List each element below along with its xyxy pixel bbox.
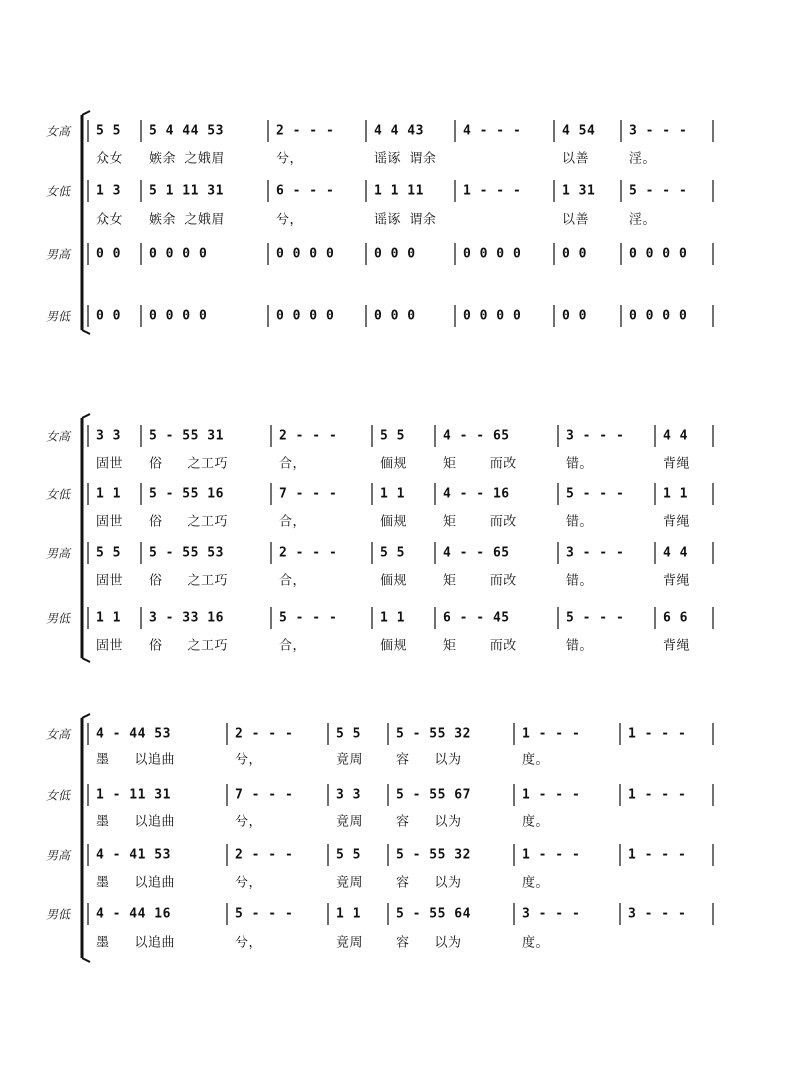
lyric-text: 俗 之工巧 [149, 573, 228, 589]
measure-notes: 0 0 0 0 [149, 308, 208, 324]
measure-notes: 4 - 44 16 [96, 906, 171, 922]
lyric-text: 偭规 [380, 573, 408, 589]
measure-notes: 5 5 [96, 123, 121, 139]
measure-notes: 3 - - - [566, 428, 625, 444]
lyric-text: 谣诼 谓余 [374, 212, 437, 228]
voice-part-label: 男低 [45, 907, 70, 922]
measure-notes: 4 - 44 53 [96, 726, 171, 742]
lyric-text: 错。 [566, 456, 594, 472]
measure-notes: 5 - - - [566, 610, 625, 626]
measure-notes: 5 - 55 67 [396, 787, 471, 803]
lyric-text: 俗 之工巧 [149, 638, 228, 654]
lyric-text: 合， [279, 638, 307, 654]
lyric-text: 兮， [235, 875, 263, 891]
voice-part-label: 女高 [45, 429, 70, 444]
lyric-text: 俗 之工巧 [149, 456, 228, 472]
measure-notes: 1 3 [96, 183, 121, 199]
measure-notes: 5 - - - [279, 610, 338, 626]
measure-notes: 2 - - - [279, 545, 338, 561]
lyric-text: 墨 以追曲 [96, 875, 175, 891]
lyric-text: 偭规 [380, 456, 408, 472]
lyric-text: 以善 [562, 212, 590, 228]
measure-notes: 5 - - - [629, 183, 688, 199]
measure-notes: 1 1 11 [374, 183, 424, 199]
lyric-text: 合， [279, 456, 307, 472]
lyric-text: 俗 之工巧 [149, 514, 228, 530]
measure-notes: 6 6 [663, 610, 688, 626]
voice-part-label: 男低 [45, 309, 70, 324]
lyric-text: 错。 [566, 514, 594, 530]
measure-notes: 1 - - - [522, 787, 581, 803]
measure-notes: 1 - - - [628, 847, 687, 863]
lyric-text: 墨 以追曲 [96, 935, 175, 951]
lyric-text: 嫉余 之娥眉 [149, 151, 225, 167]
lyric-text: 淫。 [629, 151, 657, 167]
measure-notes: 3 - - - [628, 906, 687, 922]
measure-notes: 5 1 11 31 [149, 183, 224, 199]
measure-notes: 4 - - 16 [443, 486, 510, 502]
measure-notes: 5 - 55 32 [396, 726, 471, 742]
system-bracket-hook-top [82, 111, 90, 115]
measure-notes: 0 0 [562, 246, 587, 262]
lyric-text: 错。 [566, 638, 594, 654]
lyric-text: 兮， [235, 935, 263, 951]
lyric-text: 合， [279, 573, 307, 589]
measure-notes: 5 5 [96, 545, 121, 561]
measure-notes: 0 0 0 [374, 308, 416, 324]
measure-notes: 2 - - - [235, 847, 294, 863]
lyric-text: 众女 [96, 151, 124, 167]
system-bracket-hook-top [82, 414, 90, 418]
measure-notes: 4 4 [663, 545, 688, 561]
lyric-text: 度。 [522, 752, 550, 768]
lyric-text: 度。 [522, 814, 550, 830]
measure-notes: 6 - - - [276, 183, 335, 199]
lyric-text: 墨 以追曲 [96, 814, 175, 830]
measure-notes: 5 5 [336, 726, 361, 742]
measure-notes: 1 1 [96, 486, 121, 502]
measure-notes: 1 1 [336, 906, 361, 922]
lyric-text: 兮， [276, 212, 304, 228]
voice-part-label: 男低 [45, 611, 70, 626]
measure-notes: 3 3 [336, 787, 361, 803]
lyric-text: 竟周 [336, 814, 364, 830]
measure-notes: 4 - - 65 [443, 428, 510, 444]
measure-notes: 5 - 55 31 [149, 428, 224, 444]
lyric-text: 错。 [566, 573, 594, 589]
measure-notes: 0 0 0 0 [149, 246, 208, 262]
measure-notes: 4 - - - [463, 123, 522, 139]
measure-notes: 4 4 [663, 428, 688, 444]
measure-notes: 2 - - - [276, 123, 335, 139]
lyric-text: 度。 [522, 935, 550, 951]
measure-notes: 4 54 [562, 123, 596, 139]
lyric-text: 矩 而改 [443, 573, 517, 589]
measure-notes: 0 0 [96, 246, 121, 262]
measure-notes: 7 - - - [235, 787, 294, 803]
measure-notes: 5 - - - [235, 906, 294, 922]
measure-notes: 3 3 [96, 428, 121, 444]
voice-part-label: 女高 [45, 727, 70, 742]
lyric-text: 容 以为 [396, 814, 462, 830]
measure-notes: 5 - - - [566, 486, 625, 502]
lyric-text: 竟周 [336, 875, 364, 891]
measure-notes: 3 - - - [522, 906, 581, 922]
measure-notes: 5 - 55 53 [149, 545, 224, 561]
system-bracket-hook-top [82, 714, 90, 718]
lyric-text: 固世 [96, 514, 124, 530]
lyric-text: 以善 [562, 151, 590, 167]
lyric-text: 合， [279, 514, 307, 530]
lyric-text: 谣诼 谓余 [374, 151, 437, 167]
measure-notes: 1 - - - [522, 726, 581, 742]
measure-notes: 1 - - - [628, 787, 687, 803]
measure-notes: 1 - - - [628, 726, 687, 742]
lyric-text: 固世 [96, 573, 124, 589]
measure-notes: 1 - - - [463, 183, 522, 199]
lyric-text: 固世 [96, 638, 124, 654]
measure-notes: 0 0 0 0 [463, 246, 522, 262]
measure-notes: 1 1 [663, 486, 688, 502]
measure-notes: 0 0 0 0 [629, 308, 688, 324]
voice-part-label: 女低 [45, 487, 70, 502]
voice-part-label: 男高 [45, 848, 70, 863]
measure-notes: 7 - - - [279, 486, 338, 502]
measure-notes: 5 - 55 64 [396, 906, 471, 922]
measure-notes: 4 4 43 [374, 123, 424, 139]
measure-notes: 1 1 [380, 610, 405, 626]
measure-notes: 5 5 [380, 545, 405, 561]
lyric-text: 容 以为 [396, 875, 462, 891]
lyric-text: 容 以为 [396, 752, 462, 768]
lyric-text: 竟周 [336, 935, 364, 951]
lyric-text: 偭规 [380, 638, 408, 654]
measure-notes: 0 0 [562, 308, 587, 324]
lyric-text: 度。 [522, 875, 550, 891]
voice-part-label: 女低 [45, 788, 70, 803]
measure-notes: 5 - 55 32 [396, 847, 471, 863]
measure-notes: 1 1 [96, 610, 121, 626]
lyric-text: 矩 而改 [443, 514, 517, 530]
lyric-text: 背绳 [663, 514, 691, 530]
lyric-text: 兮， [235, 752, 263, 768]
system-bracket-hook-bottom [82, 330, 90, 334]
measure-notes: 1 - - - [522, 847, 581, 863]
lyric-text: 背绳 [663, 638, 691, 654]
measure-notes: 5 - 55 16 [149, 486, 224, 502]
measure-notes: 2 - - - [279, 428, 338, 444]
lyric-text: 兮， [276, 151, 304, 167]
lyric-text: 众女 [96, 212, 124, 228]
measure-notes: 6 - - 45 [443, 610, 510, 626]
lyric-text: 背绳 [663, 456, 691, 472]
lyric-text: 兮， [235, 814, 263, 830]
measure-notes: 0 0 0 [374, 246, 416, 262]
measure-notes: 0 0 0 0 [276, 246, 335, 262]
measure-notes: 2 - - - [235, 726, 294, 742]
voice-part-label: 女高 [45, 124, 70, 139]
measure-notes: 4 - 41 53 [96, 847, 171, 863]
voice-part-label: 女低 [45, 184, 70, 199]
measure-notes: 5 4 44 53 [149, 123, 224, 139]
measure-notes: 0 0 0 0 [463, 308, 522, 324]
lyric-text: 矩 而改 [443, 456, 517, 472]
measure-notes: 0 0 0 0 [276, 308, 335, 324]
lyric-text: 矩 而改 [443, 638, 517, 654]
lyric-text: 固世 [96, 456, 124, 472]
system-bracket-hook-bottom [82, 958, 90, 962]
measure-notes: 3 - - - [629, 123, 688, 139]
lyric-text: 背绳 [663, 573, 691, 589]
measure-notes: 1 1 [380, 486, 405, 502]
measure-notes: 5 5 [336, 847, 361, 863]
lyric-text: 竟周 [336, 752, 364, 768]
measure-notes: 4 - - 65 [443, 545, 510, 561]
lyric-text: 容 以为 [396, 935, 462, 951]
lyric-text: 偭规 [380, 514, 408, 530]
system-bracket-hook-bottom [82, 658, 90, 662]
measure-notes: 3 - - - [566, 545, 625, 561]
lyric-text: 墨 以追曲 [96, 752, 175, 768]
voice-part-label: 男高 [45, 546, 70, 561]
lyric-text: 嫉余 之娥眉 [149, 212, 225, 228]
lyric-text: 淫。 [629, 212, 657, 228]
measure-notes: 1 31 [562, 183, 596, 199]
measure-notes: 0 0 0 0 [629, 246, 688, 262]
measure-notes: 0 0 [96, 308, 121, 324]
measure-notes: 1 - 11 31 [96, 787, 171, 803]
measure-notes: 3 - 33 16 [149, 610, 224, 626]
voice-part-label: 男高 [45, 247, 70, 262]
measure-notes: 5 5 [380, 428, 405, 444]
